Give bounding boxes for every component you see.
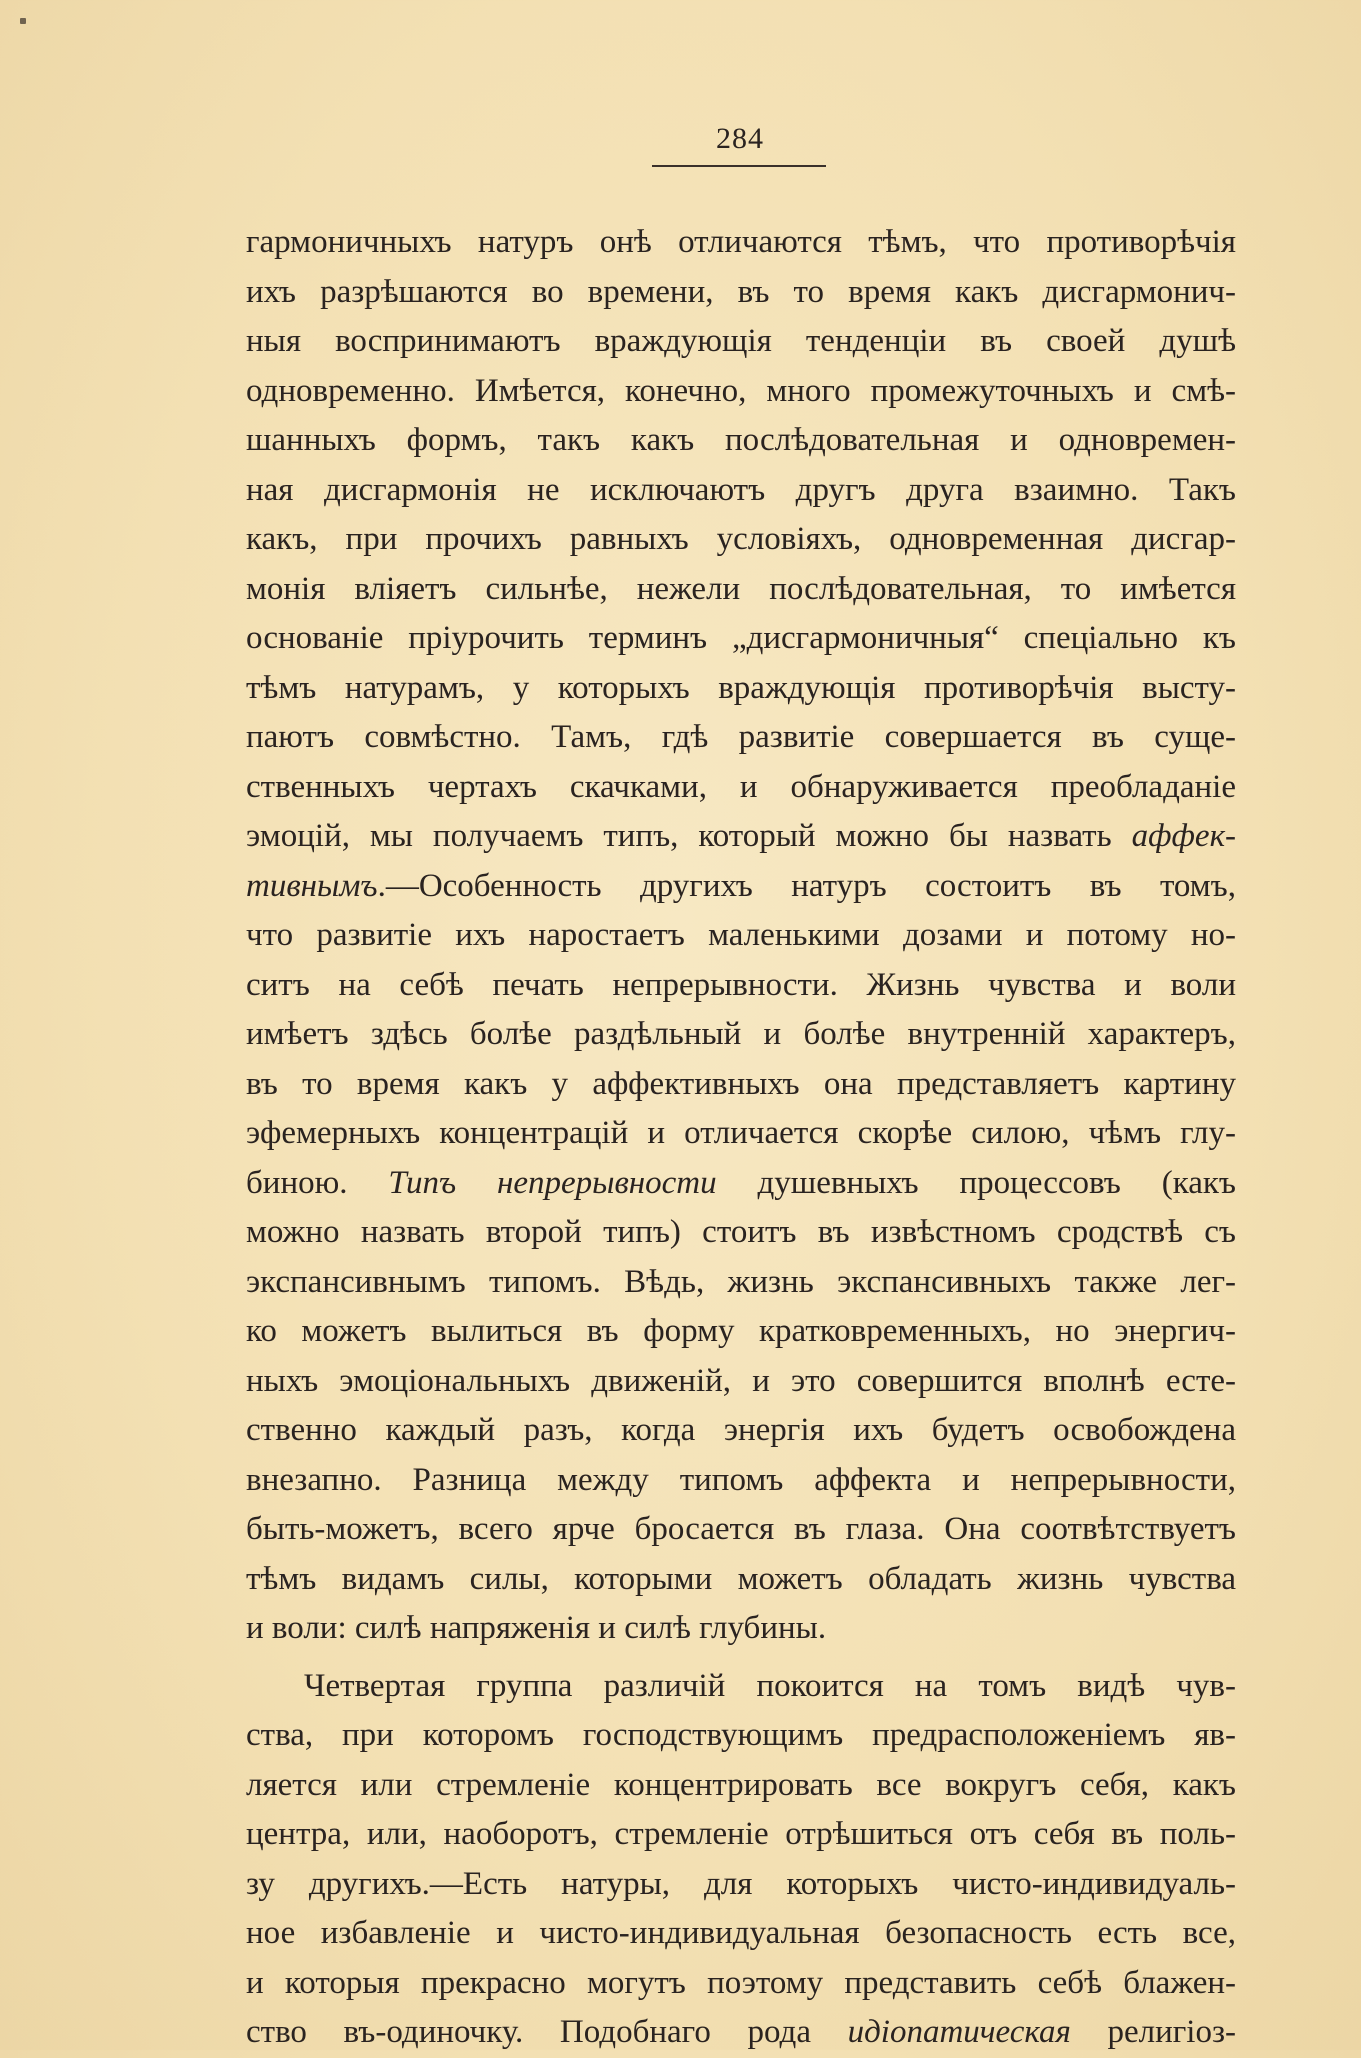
text-line: одновременно. Имѣется, конечно, много промежуточныхъ и смѣ-	[246, 372, 1236, 409]
text-run: ство въ-одиночку. Подобнаго рода	[246, 2014, 848, 2050]
text-line	[246, 1159, 1236, 1209]
text-run: биною.	[246, 1164, 389, 1201]
text-line: тѣмъ видамъ силы, которыми можетъ обладать жизнь чувства	[246, 1560, 1236, 1597]
text-line: въ то время какъ у аффективныхъ она представляетъ картину	[246, 1065, 1236, 1102]
body-text	[246, 218, 1236, 2058]
text-line	[246, 862, 1236, 912]
italic-term: аффек-	[1131, 818, 1236, 854]
text-line: ляется или стремленіе концентрировать все вокругъ себя, какъ	[246, 1766, 1236, 1803]
text-line: ства, при которомъ господствующимъ предрасположеніемъ яв-	[246, 1717, 1236, 1753]
italic-term: тивнымъ	[246, 867, 378, 904]
text-line: имѣетъ здѣсь болѣе раздѣльный и болѣе внутренній характеръ,	[246, 1016, 1236, 1052]
text-line: и воли: силѣ напряженія и силѣ глубины.	[246, 1610, 827, 1646]
page-number: 284	[716, 122, 764, 155]
text-line: какъ, при прочихъ равныхъ условіяхъ, одновременная дисгар-	[246, 521, 1236, 557]
text-line	[246, 812, 1236, 862]
text-line: основаніе пріурочить терминъ „дисгармоничныя“ спеціально къ	[246, 620, 1236, 656]
text-line: тѣмъ натурамъ, у которыхъ враждующія противорѣчія высту-	[246, 669, 1236, 706]
text-line: быть-можетъ, всего ярче бросается въ глаза. Она соотвѣтствуетъ	[246, 1511, 1236, 1547]
text-line: ственныхъ чертахъ скачками, и обнаруживается преобладаніе	[246, 768, 1236, 805]
text-line	[246, 2008, 1236, 2058]
text-line: и которыя прекрасно могутъ поэтому представить себѣ блажен-	[246, 1964, 1236, 2001]
text-line: экспансивнымъ типомъ. Вѣдь, жизнь экспансивныхъ также лег-	[246, 1263, 1236, 1300]
text-line: Четвертая группа различій покоится на томъ видѣ чув-	[304, 1667, 1236, 1704]
text-line: центра, или, наоборотъ, стремленіе отрѣшиться отъ себя въ поль-	[246, 1816, 1236, 1852]
page-number-rule	[652, 165, 826, 167]
text-run: душевныхъ процессовъ (какъ	[716, 1164, 1236, 1201]
text-line: внезапно. Разница между типомъ аффекта и непрерывности,	[246, 1461, 1236, 1498]
text-line: ное избавленіе и чисто-индивидуальная безопасность есть все,	[246, 1915, 1236, 1951]
text-line: гармоничныхъ натуръ онѣ отличаются тѣмъ, что противорѣчія	[246, 224, 1236, 260]
text-line: монія вліяетъ сильнѣе, нежели послѣдовательная, то имѣется	[246, 570, 1236, 607]
text-line: ныхъ эмоціональныхъ движеній, и это совершится вполнѣ есте-	[246, 1362, 1236, 1399]
text-line: ственно каждый разъ, когда энергія ихъ будетъ освобождена	[246, 1412, 1236, 1448]
paragraph-2	[246, 1662, 1236, 2058]
paragraph-1	[246, 218, 1236, 1654]
text-line: что развитіе ихъ наростаетъ маленькими дозами и потому но-	[246, 917, 1236, 953]
text-line: ко можетъ вылиться въ форму кратковременныхъ, но энергич-	[246, 1313, 1236, 1349]
text-line: ная дисгармонія не исключаютъ другъ друга взаимно. Такъ	[246, 471, 1236, 508]
italic-term: идіопатическая	[847, 2014, 1071, 2050]
italic-term: Типъ непрерывности	[388, 1164, 717, 1201]
text-run: религіоз-	[1070, 2014, 1236, 2050]
text-line: эфемерныхъ концентрацій и отличается скорѣе силою, чѣмъ глу-	[246, 1115, 1236, 1151]
margin-mark	[20, 18, 26, 24]
text-line: зу другихъ.—Есть натуры, для которыхъ чисто-индивидуаль-	[246, 1865, 1236, 1902]
text-line: паютъ совмѣстно. Тамъ, гдѣ развитіе совершается въ суще-	[246, 719, 1236, 755]
text-run: .—Особенность другихъ натуръ состоитъ въ томъ,	[377, 867, 1236, 904]
text-line: можно назвать второй типъ) стоитъ въ извѣстномъ сродствѣ съ	[246, 1214, 1236, 1250]
text-line: ситъ на себѣ печать непрерывности. Жизнь чувства и воли	[246, 966, 1236, 1003]
text-run: эмоцій, мы получаемъ типъ, который можно бы назвать	[246, 818, 1132, 854]
text-line: шанныхъ формъ, такъ какъ послѣдовательная и одновремен-	[246, 422, 1236, 458]
text-line: ныя воспринимаютъ враждующія тенденціи въ своей душѣ	[246, 323, 1236, 359]
text-line: ихъ разрѣшаются во времени, въ то время какъ дисгармонич-	[246, 273, 1236, 310]
paragraph-gap	[246, 1654, 1236, 1662]
